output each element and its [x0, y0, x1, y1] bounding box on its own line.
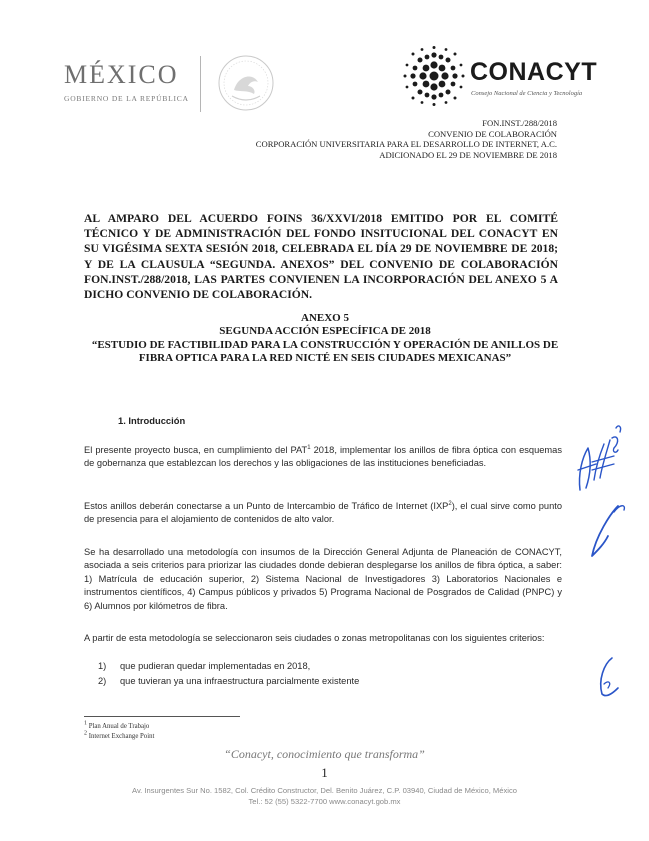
paragraph: El presente proyecto busca, en cumplimiento del PAT$^1$ 2018, implementar los anillos de fibra óptica con esquemas de gobernanza que establezcan los derechos y las obligaciones de las instituciones beneficiadas.	[84, 444, 562, 469]
conacyt-wordmark: CONACYT	[470, 58, 598, 86]
footnote: $^2$ Internet Exchange Point	[84, 730, 155, 740]
footnote-ref: 2	[448, 500, 452, 507]
coat-of-arms-icon	[212, 52, 280, 114]
handwritten-loop-icon	[590, 654, 626, 702]
footer-slogan: “Conacyt, conocimiento que transforma”	[224, 747, 425, 761]
list-item: 2) que tuvieran ya una infraestructura parcialmente existente	[98, 676, 360, 686]
meta-line: ADICIONADO EL 29 DE NOVIEMBRE DE 2018	[379, 149, 557, 160]
paragraph: Estos anillos deberán conectarse a un Punto de Intercambio de Tráfico de Internet (IXP$^2$), el cual sirve como punto de presencia para el alojamiento de contenidos de alto valor.	[84, 500, 562, 525]
header-divider	[200, 56, 201, 112]
annex-title	[70, 312, 580, 366]
footnote-ref: 1	[307, 444, 311, 451]
contact-line: Tel.: 52 (55) 5322-7700 www.conacyt.gob.mx	[248, 796, 401, 806]
conacyt-subtitle: Consejo Nacional de Ciencia y Tecnología	[471, 90, 583, 97]
page-number: 1	[321, 765, 328, 780]
list-item: 1) que pudieran quedar implementadas en 2018,	[98, 661, 311, 671]
preamble-paragraph: AL AMPARO DEL ACUERDO FOINS 36/XXVI/2018 EMITIDO POR EL COMITÉ TÉCNICO Y DE ADMINISTRACIÓN DEL FONDO INSITUCIONAL DEL CONACYT EN SU VIGÉSIMA SEXTA SESIÓN 2018, CELEBRADA EL DÍA 29 DE NOVIEMBRE DE 2018; Y DE LA CLAUSULA “SEGUNDA. ANEXOS” DEL CONVENIO DE COLABORACIÓN FON.INST./288/2018, LAS PARTES CONVIENEN LA INCORPORACIÓN DEL ANEXO 5 A DICHO CONVENIO DE COLABORACIÓN.	[84, 212, 558, 302]
meta-line: CONVENIO DE COLABORACIÓN	[428, 128, 557, 139]
handwritten-stroke-icon	[584, 500, 630, 564]
meta-line: CORPORACIÓN UNIVERSITARIA PARA EL DESARROLLO DE INTERNET, A.C.	[255, 139, 557, 149]
annex-action: SEGUNDA ACCIÓN ESPECÍFICA DE 2018	[219, 325, 431, 338]
mexico-title: MÉXICO	[64, 60, 179, 89]
mexico-subtitle: GOBIERNO DE LA REPÚBLICA	[64, 94, 189, 103]
annex-number: ANEXO 5	[301, 312, 349, 324]
section-heading: 1. Introducción	[118, 415, 186, 426]
meta-line: FON.INST./288/2018	[482, 118, 557, 128]
annex-study-title-cont: FIBRA OPTICA PARA LA RED NICTÉ EN SEIS CIUDADES MEXICANAS”	[138, 352, 512, 365]
footer-address	[0, 786, 649, 807]
document-reference	[256, 118, 557, 160]
footnote: $^1$ Plan Anual de Trabajo	[84, 720, 150, 730]
handwritten-initials-icon	[572, 418, 624, 496]
mexico-government-logo	[64, 60, 194, 103]
address-line: Av. Insurgentes Sur No. 1582, Col. Crédito Constructor, Del. Benito Juárez, C.P. 03940, Ciudad de México, México	[132, 786, 517, 795]
paragraph: A partir de esta metodología se seleccionaron seis ciudades o zonas metropolitanas con los siguientes criterios:	[84, 633, 545, 643]
annex-study-title: “ESTUDIO DE FACTIBILIDAD PARA LA CONSTRUCCIÓN Y OPERACIÓN DE ANILLOS DE	[91, 338, 559, 351]
footnote-separator	[84, 716, 240, 717]
paragraph: Se ha desarrollado una metodología con insumos de la Dirección General Adjunta de Planeación de CONACYT, asociada a seis criterios para priorizar las ciudades donde debieran desplegarse los anillos de fibra óptica, a saber: 1) Matrícula de educación superior, 2) Sistema Nacional de Investigadores 3) Laboratorios Nacionales e instrumentos científicos, 4) Campus públicos y privados 5) Programa Nacional de Posgrados de Calidad (PNPC) y 6) Alumnos por kilómetros de fibra.	[84, 547, 562, 611]
